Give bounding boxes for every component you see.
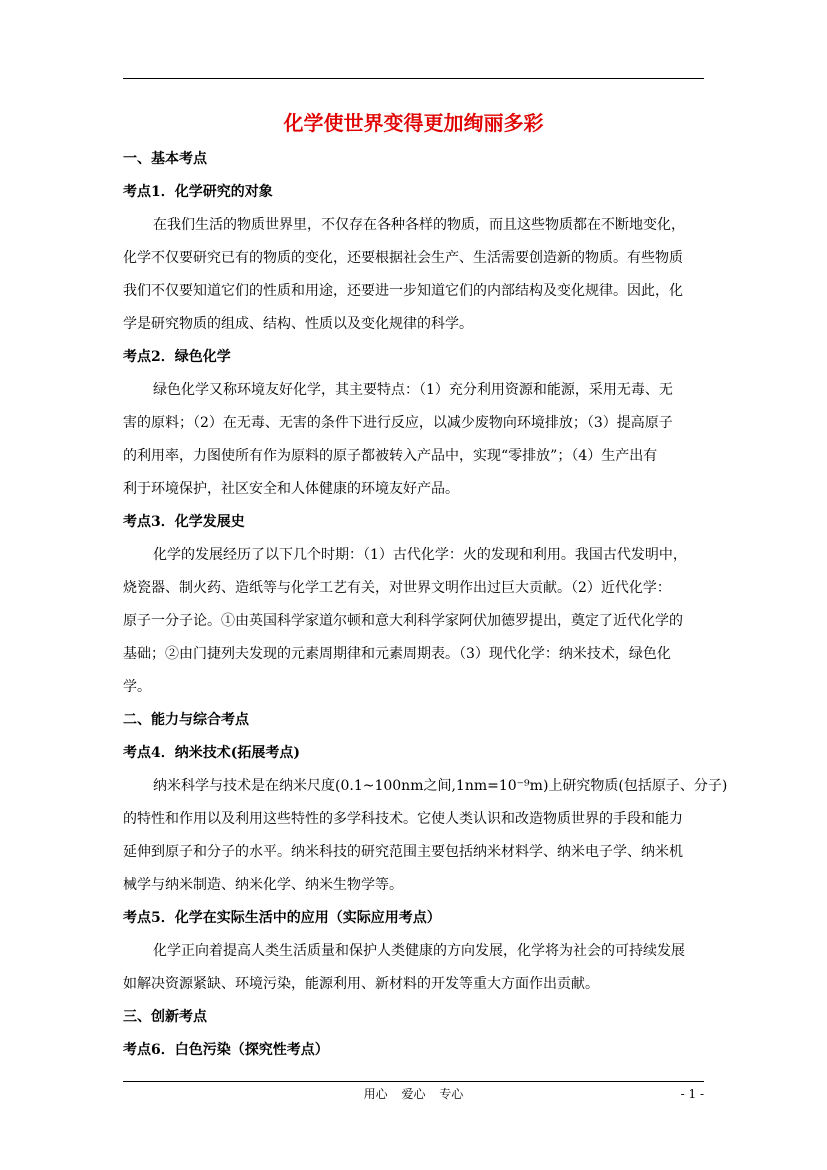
- text-line: 的特性和作用以及利用这些特性的多学科技术。它使人类认识和改造物质世界的手段和能力: [123, 811, 683, 827]
- text-line: 延伸到原子和分子的水平。纳米科技的研究范围主要包括纳米材料学、纳米电子学、纳米机: [123, 844, 683, 860]
- topic-heading-4: 考点4．纳米技术(拓展考点): [123, 745, 300, 761]
- paragraph-applications: [123, 939, 704, 1005]
- text-line: 械学与纳米制造、纳米化学、纳米生物学等。: [123, 877, 403, 893]
- paragraph-green-chemistry: [123, 378, 704, 510]
- topic-heading-5: 考点5．化学在实际生活中的应用（实际应用考点）: [123, 910, 441, 926]
- text-line: 学是研究物质的组成、结构、性质以及变化规律的科学。: [123, 316, 473, 332]
- text-line: 我们不仅要知道它们的性质和用途，还要进一步知道它们的内部结构及变化规律。因此，化: [123, 283, 683, 299]
- topic-heading-1: 考点1．化学研究的对象: [123, 184, 273, 200]
- text-line: 在我们生活的物质世界里，不仅存在各种各样的物质，而且这些物质都在不断地变化，: [153, 217, 685, 233]
- section-heading-basic: 一、基本考点: [123, 151, 207, 167]
- section-heading-ability: 二、能力与综合考点: [123, 712, 249, 728]
- topic-heading-6: 考点6．白色污染（探究性考点）: [123, 1042, 329, 1058]
- text-line: 基础；②由门捷列夫发现的元素周期律和元素周期表。（3）现代化学：纳米技术，绿色化: [123, 646, 671, 662]
- text-line: 学。: [123, 679, 151, 695]
- text-line: 烧瓷器、制火药、造纸等与化学工艺有关，对世界文明作出过巨大贡献。（2）近代化学：: [123, 580, 671, 596]
- text-line: 原子一分子论。①由英国科学家道尔顿和意大利科学家阿伏加德罗提出，奠定了近代化学的: [123, 613, 683, 629]
- text-line: 害的原料；（2）在无毒、无害的条件下进行反应，以减少废物向环境排放；（3）提高原子: [123, 415, 673, 431]
- footer-motto: 用心 爱心 专心: [363, 1087, 464, 1101]
- text-line: 化学的发展经历了以下几个时期：（1）古代化学：火的发现和利用。我国古代发明中，: [153, 547, 687, 563]
- topic-heading-3: 考点3．化学发展史: [123, 514, 245, 530]
- paragraph-research-object: [123, 213, 704, 345]
- header-rule: [123, 78, 704, 79]
- text-line: 绿色化学又称环境友好化学，其主要特点：（1）充分利用资源和能源，采用无毒、无: [153, 382, 673, 398]
- page-number: - 1 -: [680, 1087, 704, 1101]
- document-body: [123, 147, 728, 1071]
- text-line: 纳米科学与技术是在纳米尺度(0.1~100nm之间,1nm=10⁻⁹m)上研究物质(包括原子、分子): [153, 778, 728, 794]
- text-line: 的利用率，力图使所有作为原料的原子都被转入产品中，实现“零排放”；（4）生产出有: [123, 448, 658, 464]
- paragraph-history: [123, 543, 704, 708]
- page-title: 化学使世界变得更加绚丽多彩: [283, 111, 544, 135]
- section-heading-innovation: 三、创新考点: [123, 1009, 207, 1025]
- text-line: 如解决资源紧缺、环境污染，能源利用、新材料的开发等重大方面作出贡献。: [123, 976, 599, 992]
- topic-heading-2: 考点2．绿色化学: [123, 349, 231, 365]
- paragraph-nanotech: [123, 774, 728, 906]
- footer-rule: [123, 1081, 704, 1082]
- text-line: 化学不仅要研究已有的物质的变化，还要根据社会生产、生活需要创造新的物质。有些物质: [123, 250, 683, 266]
- text-line: 化学正向着提高人类生活质量和保护人类健康的方向发展，化学将为社会的可持续发展: [153, 943, 685, 959]
- text-line: 利于环境保护，社区安全和人体健康的环境友好产品。: [123, 481, 459, 497]
